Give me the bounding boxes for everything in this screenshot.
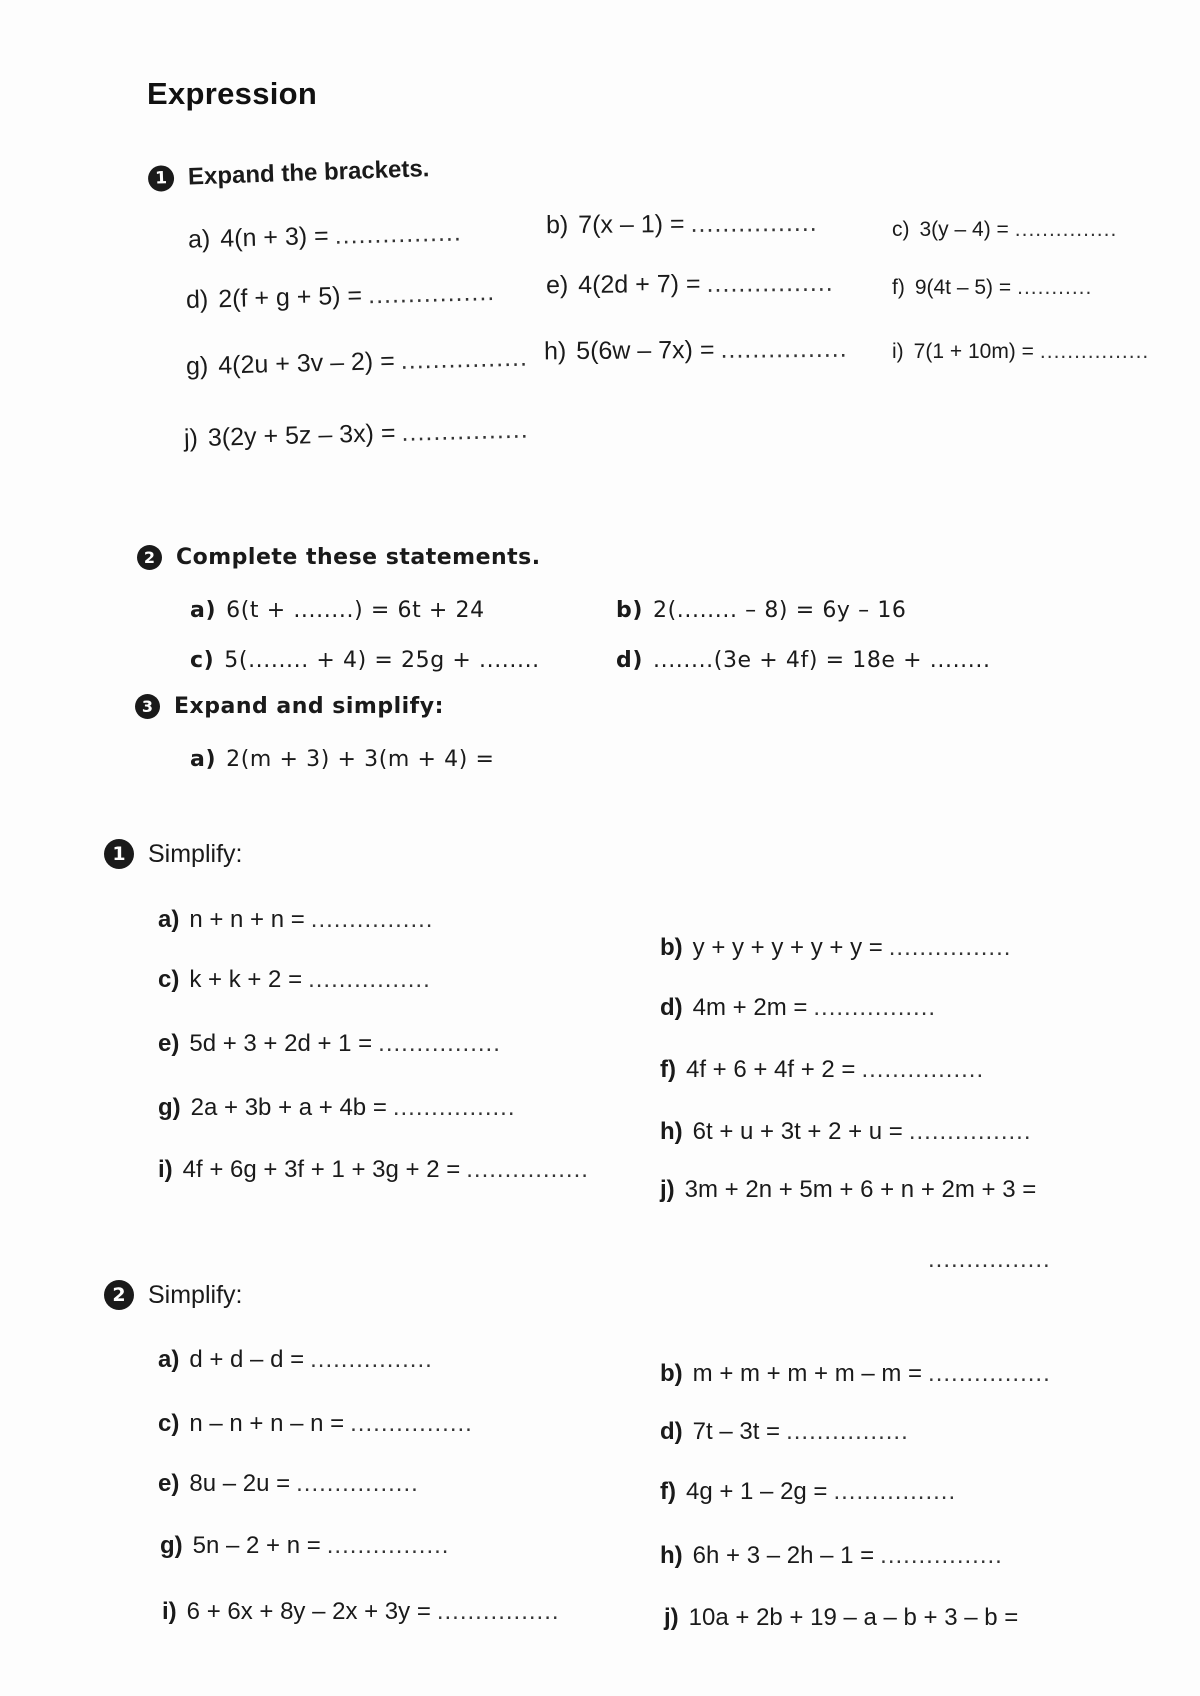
- question-item: c) 3(y – 4) = ...............: [892, 218, 1118, 241]
- question-item: i) 4f + 6g + 3f + 1 + 3g + 2 = ................: [158, 1156, 589, 1183]
- section-heading-text: Simplify:: [148, 1280, 243, 1309]
- section-heading: [137, 545, 541, 570]
- question-item: b) 2(........ – 8) = 6y – 16: [616, 598, 907, 623]
- answer-blank[interactable]: ................: [928, 1360, 1051, 1387]
- answer-blank[interactable]: ................: [786, 1418, 909, 1445]
- section-heading: [135, 694, 444, 719]
- answer-blank[interactable]: ................: [813, 994, 937, 1021]
- question-item: c) 5(........ + 4) = 25g + ........: [190, 648, 540, 673]
- answer-blank[interactable]: ................: [1039, 340, 1150, 363]
- question-item: e) 5d + 3 + 2d + 1 = ................: [158, 1030, 501, 1057]
- answer-blank[interactable]: ................: [861, 1056, 985, 1083]
- question-item: c) n – n + n – n = ................: [158, 1410, 473, 1437]
- number-badge: 3: [135, 694, 160, 719]
- question-item: f) 4g + 1 – 2g = ................: [660, 1478, 957, 1505]
- answer-blank[interactable]: ................: [367, 277, 496, 310]
- question-item: c) k + k + 2 = ................: [158, 966, 431, 993]
- question-item: a) d + d – d = ................: [158, 1346, 433, 1373]
- statement-with-blanks[interactable]: ........(3e + 4f) = 18e + ........: [653, 648, 991, 673]
- answer-blank[interactable]: ................: [326, 1532, 450, 1559]
- answer-blank[interactable]: ...............: [1014, 218, 1118, 241]
- question-item: i) 7(1 + 10m) = ................: [892, 340, 1150, 363]
- question-item: e) 8u – 2u = ................: [158, 1470, 419, 1497]
- statement-with-blanks[interactable]: 2(........ – 8) = 6y – 16: [653, 598, 907, 623]
- question-item: i) 6 + 6x + 8y – 2x + 3y = ................: [162, 1598, 560, 1625]
- question-item: f) 4f + 6 + 4f + 2 = ................: [660, 1056, 985, 1083]
- number-badge: 1: [104, 839, 134, 869]
- answer-blank[interactable]: ................: [888, 934, 1012, 961]
- question-item: e) 4(2d + 7) = ................: [545, 268, 834, 300]
- section-heading-text: Complete these statements.: [176, 545, 541, 570]
- question-item: f) 9(4t – 5) = ...........: [892, 276, 1093, 299]
- question-item: a) n + n + n = ................: [158, 906, 434, 933]
- question-item: g) 5n – 2 + n = ................: [160, 1532, 450, 1559]
- answer-blank[interactable]: ................: [400, 343, 529, 375]
- number-badge: 1: [148, 165, 175, 192]
- answer-blank[interactable]: ................: [908, 1118, 1032, 1145]
- question-item: d) ........(3e + 4f) = 18e + ........: [616, 648, 991, 673]
- answer-blank[interactable]: ................: [720, 334, 848, 364]
- answer-blank[interactable]: ................: [833, 1478, 957, 1505]
- answer-blank[interactable]: ................: [392, 1094, 516, 1121]
- section-heading-text: Expand the brackets.: [187, 155, 430, 191]
- question-item: h) 6t + u + 3t + 2 + u = ................: [660, 1118, 1032, 1145]
- answer-blank[interactable]: ................: [706, 268, 834, 298]
- answer-blank[interactable]: ...........: [1017, 276, 1093, 299]
- question-item: a) 4(n + 3) = ................: [187, 218, 463, 254]
- question-item: d) 7t – 3t = ................: [660, 1418, 909, 1445]
- answer-blank[interactable]: ................: [466, 1156, 589, 1183]
- answer-blank[interactable]: ................: [310, 906, 434, 933]
- question-item: a) 2(m + 3) + 3(m + 4) =: [190, 747, 495, 772]
- answer-blank[interactable]: ................: [880, 1542, 1003, 1569]
- question-item: h) 6h + 3 – 2h – 1 = ................: [660, 1542, 1003, 1569]
- answer-blank[interactable]: ................: [334, 218, 463, 250]
- answer-blank[interactable]: ................: [296, 1470, 419, 1497]
- statement-with-blanks[interactable]: 5(........ + 4) = 25g + ........: [224, 648, 540, 673]
- answer-blank[interactable]: ................: [310, 1346, 433, 1373]
- question-item: b) 7(x – 1) = ................: [545, 208, 818, 240]
- section-heading: [104, 839, 242, 869]
- question-item: d) 2(f + g + 5) = ................: [185, 277, 496, 315]
- section-heading: [104, 1280, 242, 1310]
- answer-blank[interactable]: ................: [378, 1030, 501, 1057]
- question-item: b) m + m + m + m – m = ................: [660, 1360, 1051, 1387]
- question-item: h) 5(6w – 7x) = ................: [543, 334, 848, 366]
- question-item: b) y + y + y + y + y = ................: [660, 934, 1012, 961]
- question-item: g) 2a + 3b + a + 4b = ................: [158, 1094, 516, 1121]
- question-item: j) 10a + 2b + 19 – a – b + 3 – b =: [664, 1604, 1019, 1631]
- section-heading: [148, 155, 430, 193]
- answer-blank[interactable]: ................: [928, 1246, 1051, 1273]
- answer-blank[interactable]: ................: [436, 1598, 560, 1625]
- answer-blank[interactable]: ................: [308, 966, 431, 993]
- section-heading-text: Expand and simplify:: [174, 694, 444, 719]
- question-item: j) 3m + 2n + 5m + 6 + n + 2m + 3 =: [660, 1176, 1037, 1203]
- question-item: j) 3(2y + 5z – 3x) = ................: [183, 415, 529, 453]
- number-badge: 2: [137, 545, 162, 570]
- answer-blank[interactable]: ................: [401, 415, 529, 447]
- answer-blank[interactable]: ................: [350, 1410, 473, 1437]
- question-item: g) 4(2u + 3v – 2) = ................: [185, 343, 529, 381]
- statement-with-blanks[interactable]: 6(t + ........) = 6t + 24: [226, 598, 485, 623]
- question-item: d) 4m + 2m = ................: [660, 994, 937, 1021]
- question-item: a) 6(t + ........) = 6t + 24: [190, 598, 485, 623]
- section-heading-text: Simplify:: [148, 839, 243, 868]
- answer-blank[interactable]: ................: [690, 208, 818, 238]
- number-badge: 2: [104, 1280, 134, 1310]
- page-title: Expression: [147, 76, 318, 111]
